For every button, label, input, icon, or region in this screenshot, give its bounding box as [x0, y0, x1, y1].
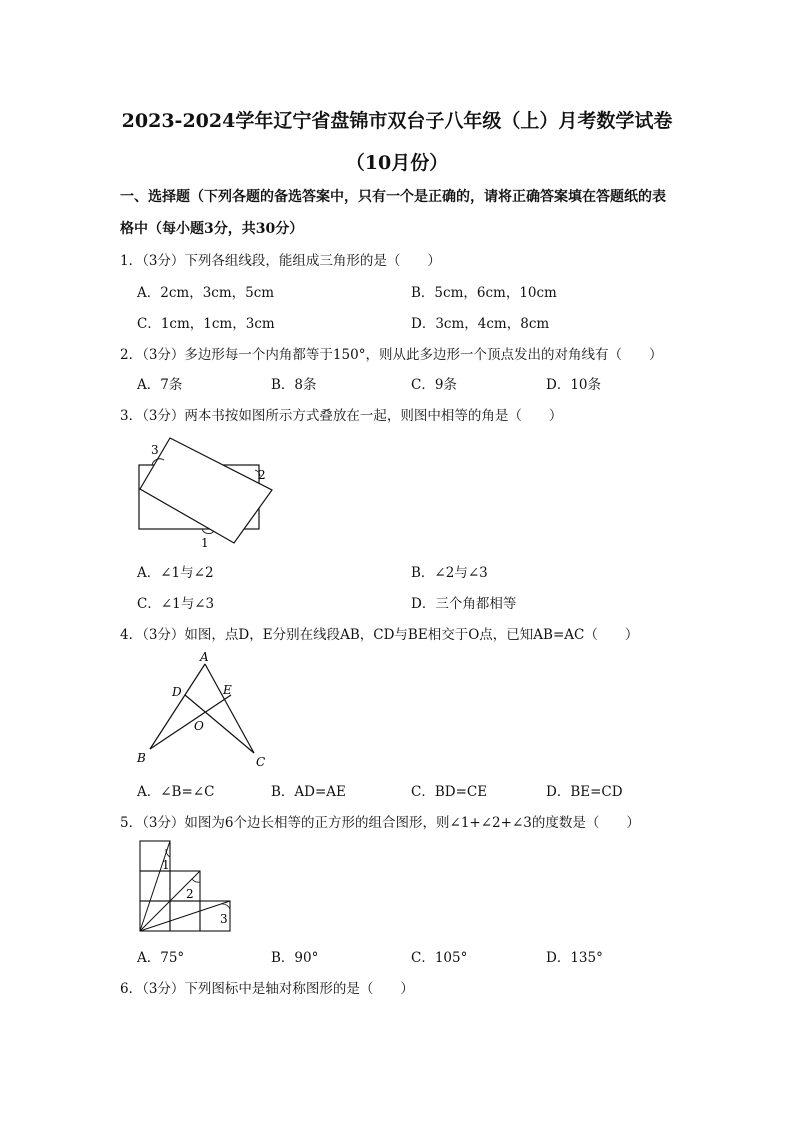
question-5-stem: 5．（3分）如图为6个边长相等的正方形的组合图形，则∠1+∠2+∠3的度数是（ ） [120, 815, 640, 831]
question-4-figure [130, 648, 280, 772]
question-5-option-a: A．75° [137, 950, 185, 966]
question-3-option-d: D．三个角都相等 [411, 596, 517, 612]
section-header-line1: 一、选择题（下列各题的备选答案中，只有一个是正确的，请将正确答案填在答题纸的表 [120, 189, 666, 205]
question-5-figure [130, 836, 250, 936]
question-5-option-b: B．90° [271, 950, 319, 966]
question-4-option-d: D．BE=CD [546, 784, 623, 800]
diagonal-3 [140, 901, 230, 931]
exam-title: 2023-2024学年辽宁省盘锦市双台子八年级（上）月考数学试卷 [121, 110, 673, 132]
question-4-stem: 4．（3分）如图，点D，E分别在线段AB，CD与BE相交于O点，已知AB=AC（ ） [120, 627, 639, 643]
question-5-option-c: C．105° [411, 950, 468, 966]
point-c-label: C [256, 755, 266, 769]
point-e-label: E [223, 683, 232, 697]
label-2: 2 [186, 887, 194, 901]
label-2: 2 [258, 468, 266, 482]
question-3-stem: 3．（3分）两本书按如图所示方式叠放在一起，则图中相等的角是（ ） [120, 408, 563, 424]
section-header-line2: 格中（每小题3分，共30分） [120, 221, 304, 237]
question-1-option-b: B．5cm，6cm，10cm [411, 285, 557, 301]
book-parallelogram [140, 438, 272, 543]
question-2-option-c: C．9条 [411, 377, 457, 393]
question-5-option-d: D．135° [546, 950, 603, 966]
question-1-stem: 1．（3分）下列各组线段，能组成三角形的是（ ） [120, 253, 441, 269]
point-a-label: A [200, 650, 209, 664]
question-3-option-b: B．∠2与∠3 [411, 565, 488, 581]
label-3: 3 [220, 912, 228, 926]
exam-subtitle: （10月份） [345, 152, 449, 174]
question-2-option-b: B．8条 [271, 377, 317, 393]
segment-be [150, 695, 231, 749]
question-3-option-a: A．∠1与∠2 [137, 565, 214, 581]
label-1: 1 [162, 858, 170, 872]
question-2-option-a: A．7条 [137, 377, 183, 393]
question-4-option-a: A．∠B=∠C [137, 784, 215, 800]
question-3-option-c: C．∠1与∠3 [137, 596, 215, 612]
segment-ab [150, 664, 205, 749]
question-2-stem: 2．（3分）多边形每一个内角都等于150°，则从此多边形一个顶点发出的对角线有（ ） [120, 347, 663, 363]
question-4-option-b: B．AD=AE [271, 784, 346, 800]
question-4-option-c: C．BD=CE [411, 784, 488, 800]
label-3: 3 [151, 443, 159, 457]
angle-arc-2 [192, 879, 200, 882]
segment-ac [205, 664, 254, 753]
question-1-option-d: D．3cm，4cm，8cm [411, 316, 550, 332]
point-d-label: D [172, 685, 182, 699]
angle-arc-3 [222, 904, 230, 909]
point-o-label: O [194, 719, 204, 733]
diagonal-1 [140, 841, 170, 931]
question-6-stem: 6．（3分）下列图标中是轴对称图形的是（ ） [120, 981, 414, 997]
question-1-option-c: C．1cm，1cm，3cm [137, 316, 275, 332]
question-3-figure [130, 432, 290, 552]
question-2-option-d: D．10条 [546, 377, 602, 393]
label-1: 1 [201, 536, 209, 550]
point-b-label: B [137, 751, 146, 765]
question-1-option-a: A．2cm，3cm，5cm [137, 285, 275, 301]
